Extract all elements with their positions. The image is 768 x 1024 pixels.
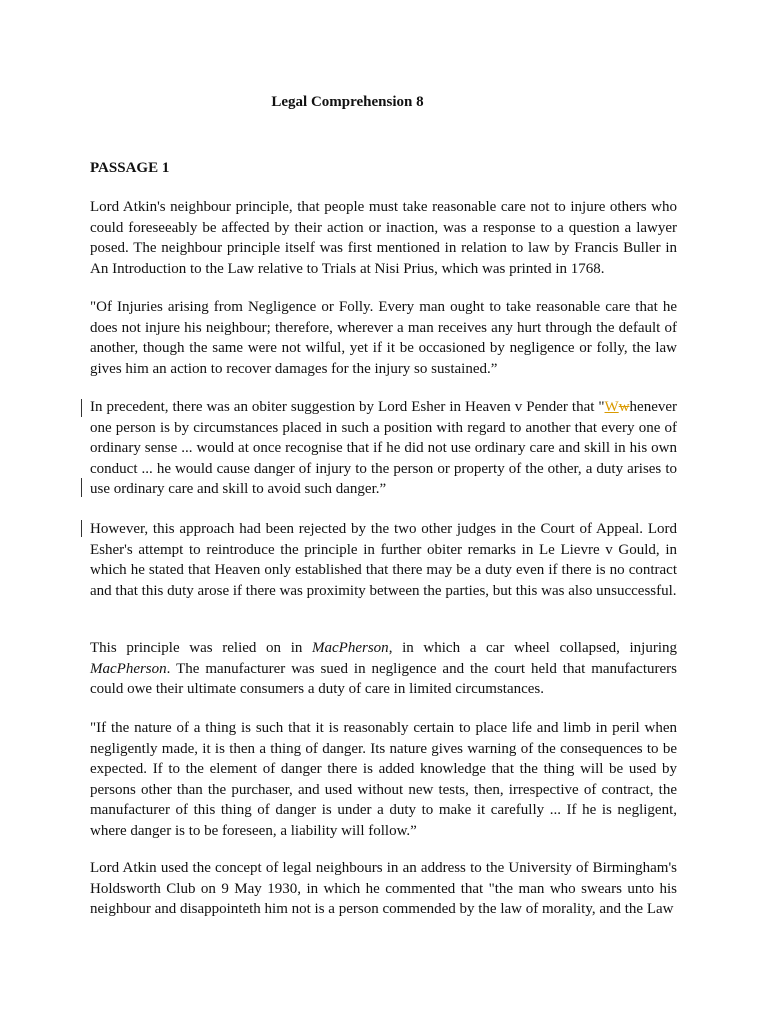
- tracked-deletion[interactable]: w: [618, 399, 630, 415]
- paragraph-5: [90, 638, 677, 700]
- change-bar: [81, 520, 82, 537]
- tracked-insertion[interactable]: W: [604, 399, 619, 415]
- paragraph-3-text-after: henever one person is by circumstances placed in such a position with regard to another that every one of ordinary sense ... would at once recognise that if he did not use ordinary care and skill in his own conduct ... he would cause danger of injury to the person or property of the other, a duty arises to use ordinary care and skill to avoid such danger.”: [90, 399, 677, 498]
- paragraph-5-text: This principle was relied on in: [90, 640, 313, 656]
- section-heading: PASSAGE 1: [90, 160, 170, 176]
- change-bar: [81, 478, 82, 497]
- paragraph-3-text-before: In precedent, there was an obiter suggestion by Lord Esher in Heaven v Pender that ": [90, 399, 605, 415]
- document-title: Legal Comprehension 8: [271, 94, 424, 110]
- case-name: MacPherson: [312, 640, 389, 656]
- paragraph-4: However, this approach had been rejected by the two other judges in the Court of Appeal. Lord Esher's attempt to reintroduce the principle in further obiter remarks in Le Lievre v Gould, in which he stated that Heaven only established that there may be a duty even if there is no contract and that this duty arose if there was proximity between the parties, but this was also unsuccessful.: [90, 521, 677, 599]
- paragraph-5-text: . The manufacturer was sued in negligence and the court held that manufacturers could owe their ultimate consumers a duty of care in limited circumstances.: [90, 660, 677, 698]
- paragraph-1: Lord Atkin's neighbour principle, that people must take reasonable care not to injure others who could foreseeably be affected by their action or inaction, was a response to a question a lawyer posed. The neighbour principle itself was first mentioned in relation to law by Francis Buller in An Introduction to the Law relative to Trials at Nisi Prius, which was printed in 1768.: [90, 199, 677, 277]
- paragraph-7: Lord Atkin used the concept of legal neighbours in an address to the University of Birmingham's Holdsworth Club on 9 May 1930, in which he commented that "the man who swears unto his neighbour and disappointeth him not is a person commended by the law of morality, and the Law: [90, 860, 677, 918]
- paragraph-5-text: , in which a car wheel collapsed, injuring: [388, 640, 677, 656]
- paragraph-3: [90, 397, 677, 500]
- paragraph-6: "If the nature of a thing is such that it is reasonably certain to place life and limb in peril when negligently made, it is then a thing of danger. Its nature gives warning of the consequences to be expected. If to the element of danger there is added knowledge that the thing will be used by persons other than the purchaser, and used without new tests, then, irrespective of contract, the manufacturer of this thing of danger is under a duty to make it carefully ... If he is negligent, where danger is to be foreseen, a liability will follow.”: [90, 720, 677, 839]
- paragraph-2: "Of Injuries arising from Negligence or Folly. Every man ought to take reasonable care that he does not injure his neighbour; therefore, wherever a man receives any hurt through the default of another, though the same were not wilful, yet if it be occasioned by negligence or folly, the law gives him an action to recover damages for the injury so sustained.”: [90, 299, 677, 377]
- change-bar: [81, 399, 82, 417]
- case-name: MacPherson: [90, 660, 167, 677]
